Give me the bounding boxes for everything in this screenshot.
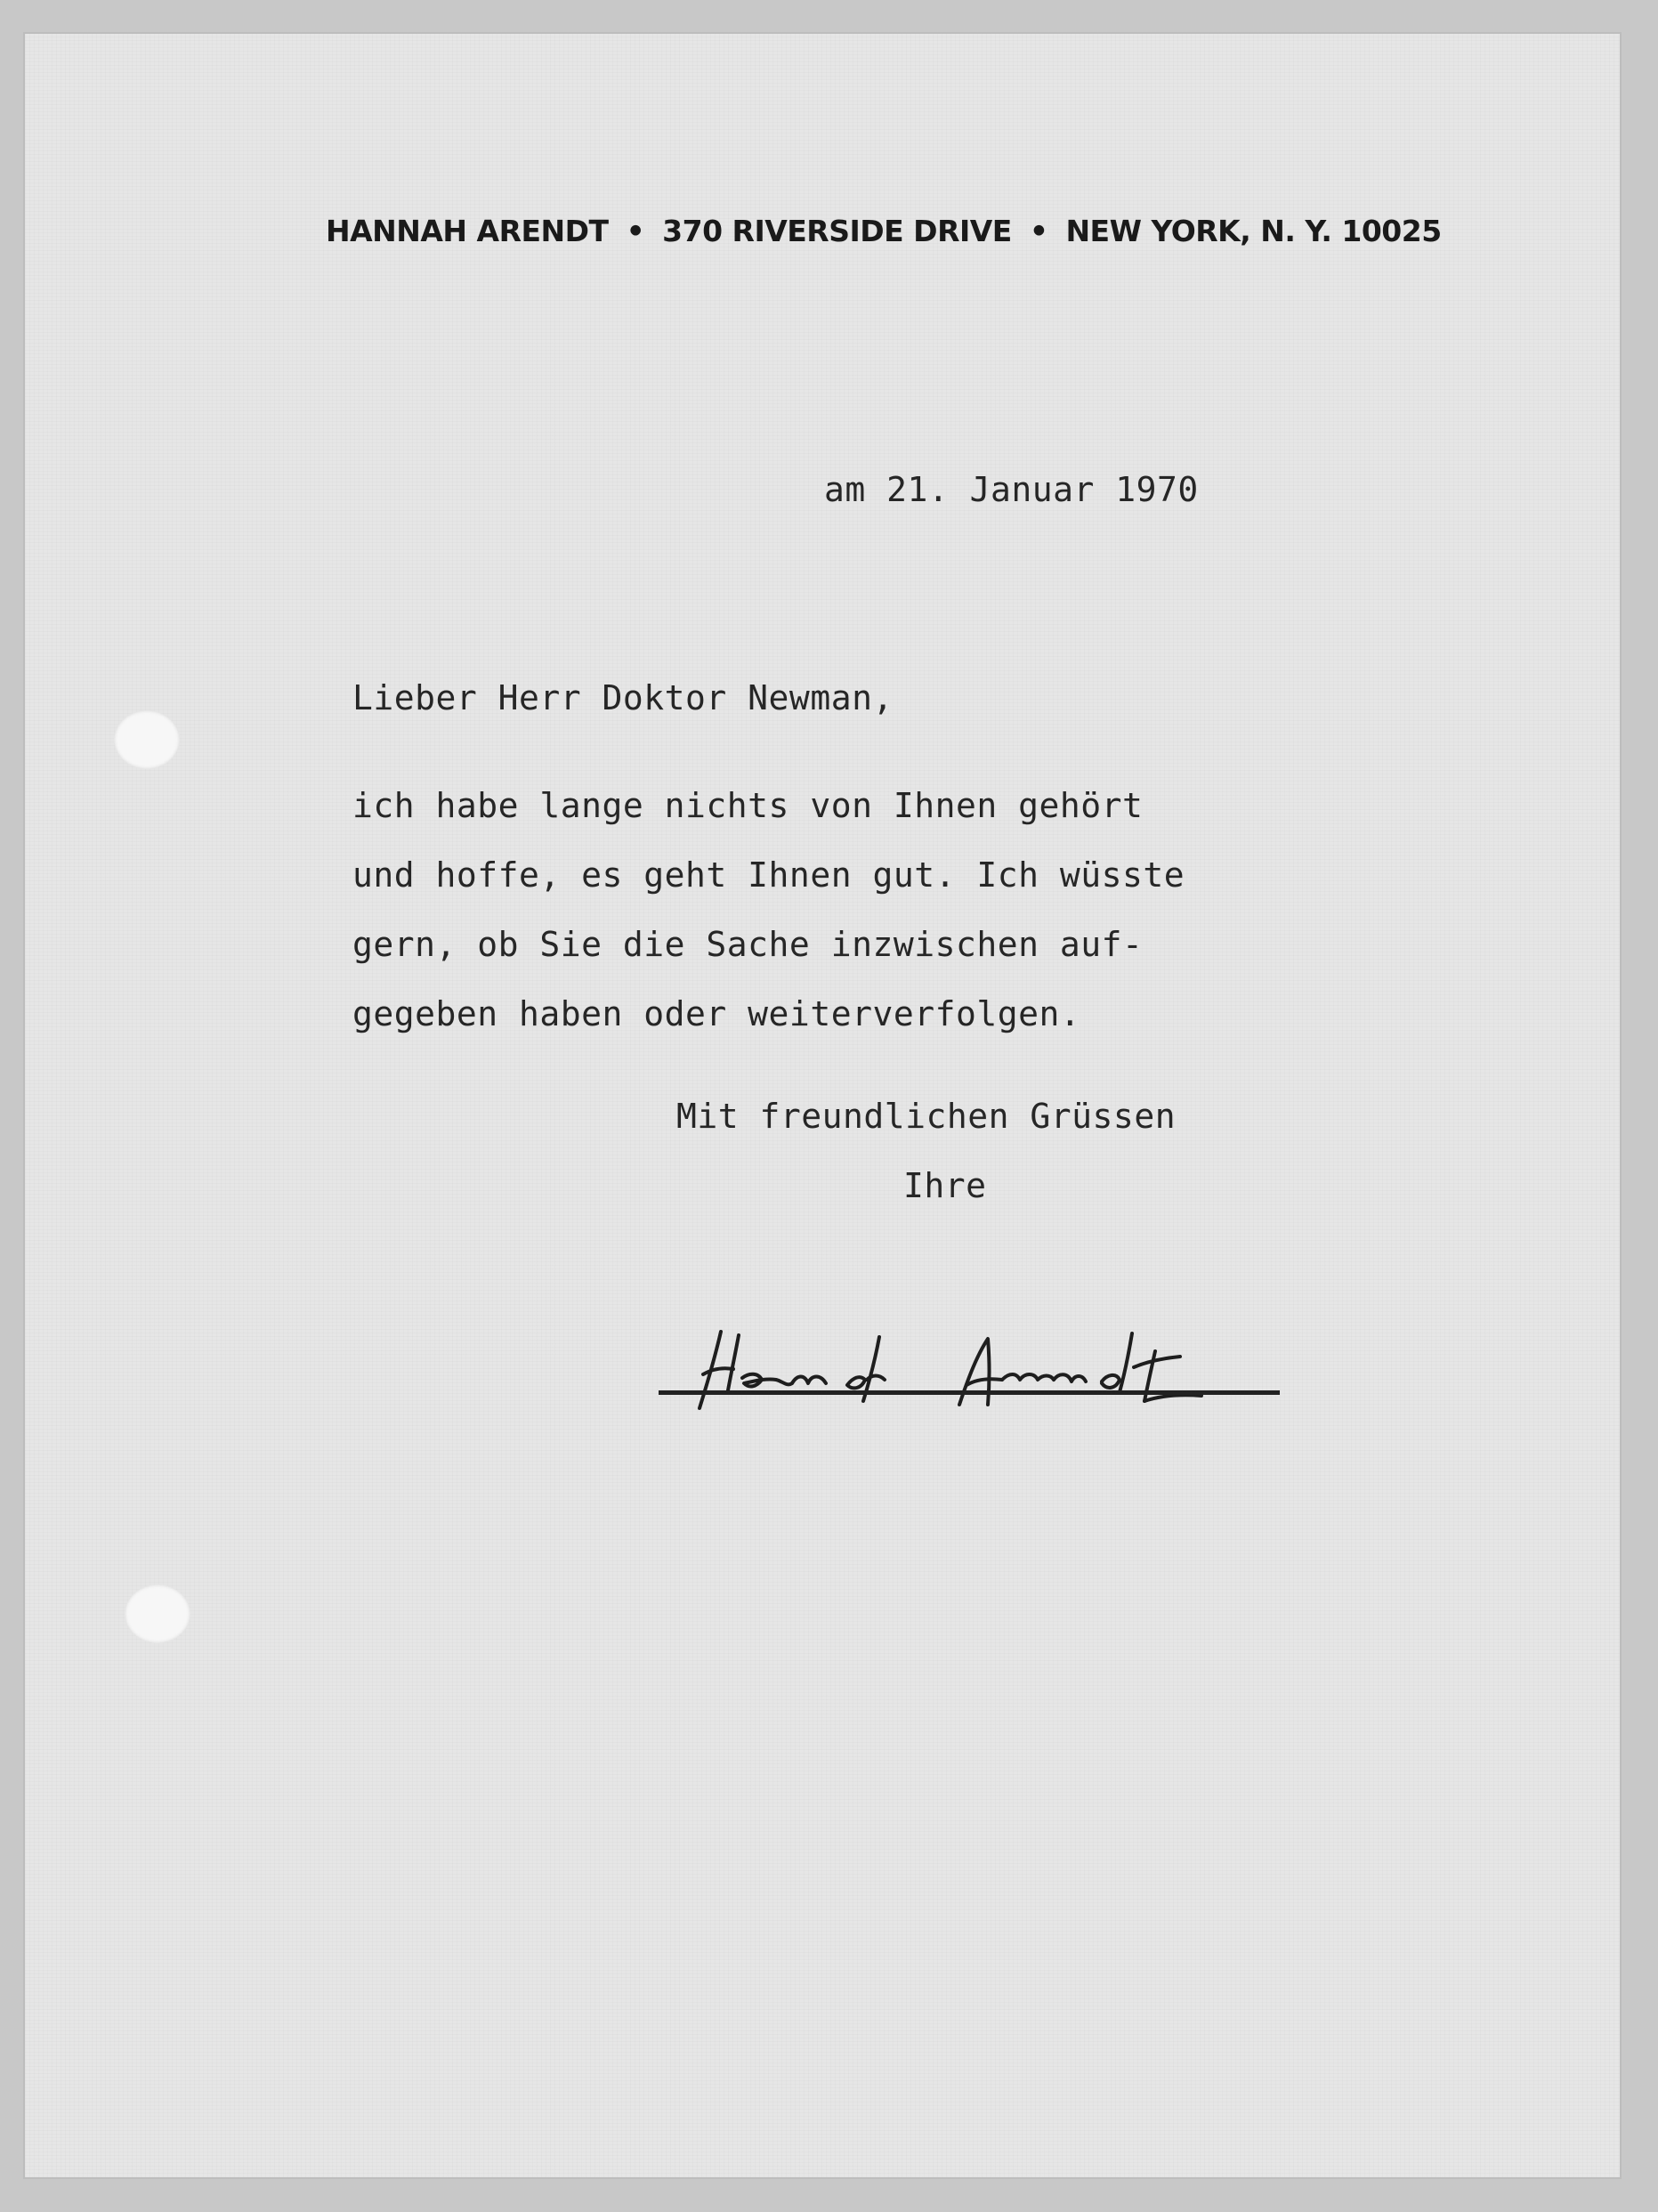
letter-salutation: Lieber Herr Doktor Newman, — [352, 678, 894, 717]
letter-body — [352, 771, 1185, 1049]
letter-body-line: gern, ob Sie die Sache inzwischen auf- — [352, 925, 1144, 964]
letter-closing: Mit freundlichen Grüssen — [676, 1097, 1177, 1136]
punch-hole-top — [114, 710, 180, 769]
letterhead-city: NEW YORK, N. Y. 10025 — [1065, 214, 1442, 248]
letter-date: am 21. Januar 1970 — [824, 470, 1199, 509]
letter-body-line: gegeben haben oder weiterverfolgen. — [352, 994, 1081, 1033]
signature-line — [659, 1390, 1280, 1395]
letterhead-street: 370 RIVERSIDE DRIVE — [662, 214, 1012, 248]
letterhead-name: HANNAH ARENDT — [326, 214, 609, 248]
handwritten-signature — [657, 1316, 1280, 1415]
letter-closing-word: Ihre — [903, 1166, 987, 1205]
letterhead-separator: • — [1029, 214, 1048, 248]
letterhead-separator: • — [626, 214, 645, 248]
letterhead — [326, 214, 1442, 248]
letter-body-line: ich habe lange nichts von Ihnen gehört — [352, 786, 1144, 825]
punch-hole-bottom — [125, 1584, 190, 1643]
letter-body-line: und hoffe, es geht Ihnen gut. Ich wüsste — [352, 855, 1185, 895]
